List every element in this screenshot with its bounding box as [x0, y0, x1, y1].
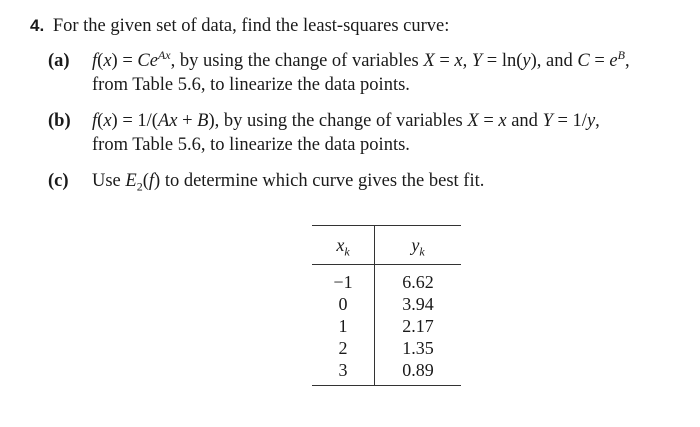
- header-y-k: $y_k$: [375, 226, 462, 265]
- cell-y: 3.94: [402, 294, 434, 314]
- table-row: [312, 359, 461, 386]
- part-a-formula: $f(x) = Ce^{Ax}$: [92, 47, 171, 71]
- part-b-line-1: f(x) = 1/(Ax + B), by using the change of variables X = x and Y = 1/y,: [92, 111, 600, 131]
- cell-y: 1.35: [402, 338, 434, 358]
- cell-x: 0: [312, 293, 375, 315]
- part-b: [48, 109, 690, 157]
- table-header-row: [312, 226, 461, 265]
- table-row: [312, 315, 461, 337]
- problem-title-row: [30, 14, 690, 38]
- part-a-line-2: from Table 5.6, to linearize the data points.: [92, 75, 410, 95]
- data-table: [312, 225, 461, 386]
- problem-4: [30, 14, 690, 193]
- table-row: [312, 337, 461, 359]
- cell-y: 6.62: [402, 272, 434, 292]
- cell-x: 2: [312, 337, 375, 359]
- cell-x: 1: [312, 315, 375, 337]
- part-c-label: (c): [48, 171, 69, 191]
- cell-x: 3: [312, 359, 375, 386]
- part-c: [48, 169, 690, 193]
- part-a-line-1: $f(x) = Ce^{Ax}$, by using the change of variables X = x, Y = ln(y), and $C = e^B$,: [92, 47, 630, 71]
- cell-x: −1: [312, 265, 375, 294]
- part-a: [48, 49, 690, 97]
- part-c-line-1: Use $E_2(f)$ to determine which curve gives the best fit.: [92, 171, 485, 194]
- table-row: [312, 265, 461, 294]
- problem-number: 4.: [30, 16, 45, 35]
- part-b-line-2: from Table 5.6, to linearize the data points.: [92, 135, 410, 155]
- part-a-label: (a): [48, 51, 70, 71]
- table-row: [312, 293, 461, 315]
- header-x-k: $x_k$: [312, 226, 375, 265]
- problem-title: For the given set of data, find the least-squares curve:: [52, 16, 450, 36]
- cell-y: 2.17: [402, 316, 434, 336]
- data-table-wrapper: [312, 225, 461, 386]
- part-b-label: (b): [48, 111, 71, 131]
- cell-y: 0.89: [375, 359, 462, 386]
